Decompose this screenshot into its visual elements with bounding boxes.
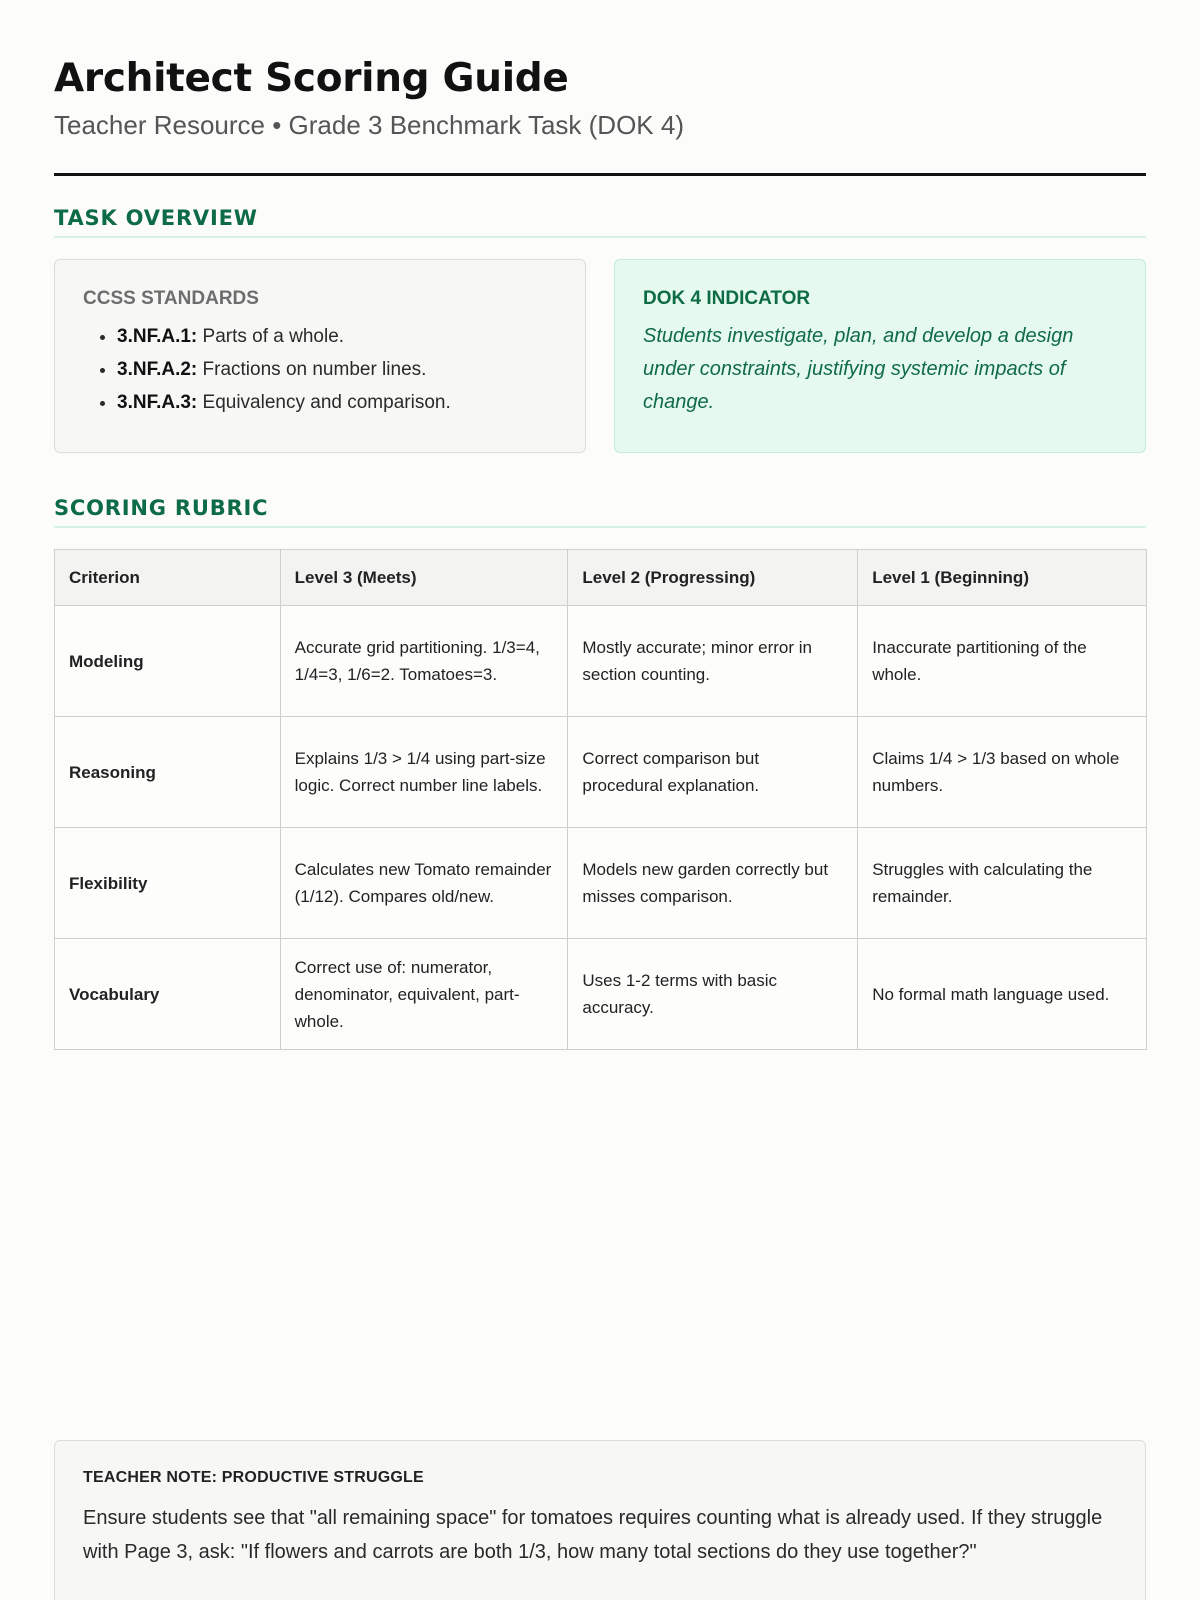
dok-indicator-label: DOK 4 INDICATOR [643,288,811,309]
list-item [117,320,557,353]
column-header-criterion: Criterion [55,550,281,606]
dok-indicator-card [614,259,1146,453]
section-heading-scoring-rubric: SCORING RUBRIC [54,496,1146,528]
title-divider [54,173,1146,176]
list-item [117,386,557,419]
standard-code: 3.NF.A.1: [117,326,198,347]
criterion-cell: Flexibility [55,828,281,939]
standard-description: Fractions on number lines. [202,359,427,380]
level-3-cell: Calculates new Tomato remainder (1/12). Compares old/new. [280,828,568,939]
level-2-cell: Uses 1-2 terms with basic accuracy. [568,939,858,1050]
teacher-note-box [54,1440,1146,1600]
column-header-level-1: Level 1 (Beginning) [858,550,1147,606]
column-header-level-3: Level 3 (Meets) [280,550,568,606]
scoring-rubric-table [54,549,1147,1050]
page-subtitle: Teacher Resource • Grade 3 Benchmark Task (DOK 4) [54,110,684,140]
level-2-cell: Mostly accurate; minor error in section counting. [568,606,858,717]
level-2-cell: Models new garden correctly but misses comparison. [568,828,858,939]
criterion-cell: Modeling [55,606,281,717]
criterion-cell: Vocabulary [55,939,281,1050]
level-1-cell: Claims 1/4 > 1/3 based on whole numbers. [858,717,1147,828]
dok-indicator-text: Students investigate, plan, and develop a design under constraints, justifying systemic impacts of change. [643,325,1074,413]
table-row [55,939,1147,1050]
column-header-level-2: Level 2 (Progressing) [568,550,858,606]
standard-description: Equivalency and comparison. [202,392,451,413]
standard-description: Parts of a whole. [202,326,345,347]
standard-code: 3.NF.A.2: [117,359,198,380]
level-1-cell: Struggles with calculating the remainder. [858,828,1147,939]
section-heading-task-overview: TASK OVERVIEW [54,206,1146,238]
criterion-cell: Reasoning [55,717,281,828]
page-title: Architect Scoring Guide [54,56,569,101]
list-item [117,353,557,386]
table-row [55,828,1147,939]
teacher-note-title: TEACHER NOTE: PRODUCTIVE STRUGGLE [83,1469,424,1486]
level-3-cell: Explains 1/3 > 1/4 using part-size logic. Correct number line labels. [280,717,568,828]
standard-code: 3.NF.A.3: [117,392,198,413]
scoring-guide-page [54,0,1146,1600]
ccss-standards-label: CCSS STANDARDS [83,288,259,309]
level-3-cell: Accurate grid partitioning. 1/3=4, 1/4=3, 1/6=2. Tomatoes=3. [280,606,568,717]
level-3-cell: Correct use of: numerator, denominator, equivalent, part-whole. [280,939,568,1050]
level-1-cell: Inaccurate partitioning of the whole. [858,606,1147,717]
teacher-note-text: Ensure students see that "all remaining space" for tomatoes requires counting what is already used. If they struggle with Page 3, ask: "If flowers and carrots are both 1/3, how many total sections do they use together?" [83,1507,1103,1563]
level-1-cell: No formal math language used. [858,939,1147,1050]
ccss-standards-card [54,259,586,453]
level-2-cell: Correct comparison but procedural explanation. [568,717,858,828]
standards-list [83,320,557,419]
table-row [55,717,1147,828]
table-row [55,606,1147,717]
table-header-row [55,550,1147,606]
